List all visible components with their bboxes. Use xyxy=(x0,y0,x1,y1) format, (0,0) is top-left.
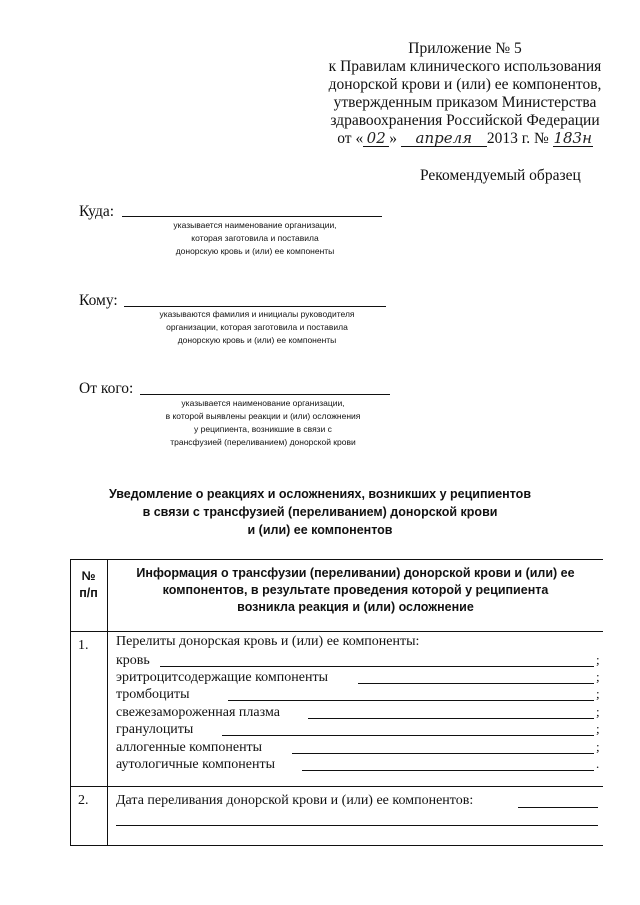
header-line: возникла реакция и (или) осложнение xyxy=(237,600,474,614)
hint-line: указывается наименование организации, xyxy=(173,220,337,230)
date-mid: » xyxy=(389,130,397,147)
to-hint xyxy=(120,219,390,258)
order-number: 183н xyxy=(553,129,592,147)
item-label-platelets: тромбоциты xyxy=(116,687,190,702)
title-line: в связи с трансфузией (переливанием) донорской крови xyxy=(142,505,498,519)
item-label-plasma: свежезамороженная плазма xyxy=(116,705,280,720)
item-label-autologous: аутологичные компоненты xyxy=(116,757,276,772)
hint-line: у реципиента, возникшие в связи с xyxy=(194,424,332,434)
from-label: От кого: xyxy=(79,380,134,397)
transfusion-date-input-line[interactable] xyxy=(518,807,598,808)
appendix-line: к Правилам клинического использования xyxy=(328,58,602,75)
hint-line: указываются фамилия и инициалы руководителя xyxy=(159,309,355,319)
plasma-input-line[interactable] xyxy=(308,718,594,719)
blood-input-line[interactable] xyxy=(160,666,594,667)
erythrocyte-input-line[interactable] xyxy=(358,683,594,684)
appendix-line: здравоохранения Российской Федерации xyxy=(330,112,600,129)
recommended-sample-label: Рекомендуемый образец xyxy=(420,167,581,184)
header-number-abbr: п/п xyxy=(79,586,98,600)
from-hint xyxy=(126,397,400,449)
item-label-allogeneic: аллогенные компоненты xyxy=(116,740,263,755)
item-end: ; xyxy=(596,686,600,701)
order-month: апреля xyxy=(401,131,487,147)
order-date-line xyxy=(300,130,630,148)
item-end: ; xyxy=(596,739,600,754)
header-number-sign: № xyxy=(81,569,96,583)
table-border-header xyxy=(70,631,603,632)
header-line: компонентов, в результате проведения которой у реципиента xyxy=(162,583,549,597)
date-prefix: от « xyxy=(337,130,364,147)
platelets-input-line[interactable] xyxy=(228,700,594,701)
appendix-line: утвержденным приказом Министерства xyxy=(333,94,597,111)
order-day: 02 xyxy=(363,131,389,147)
item-end: ; xyxy=(596,721,600,736)
hint-line: которая заготовила и поставила xyxy=(191,233,319,243)
hint-line: донорскую кровь и (или) ее компоненты xyxy=(177,335,337,345)
header-information xyxy=(108,565,603,616)
title-line: Уведомление о реакциях и осложнениях, возникших у реципиентов xyxy=(108,487,532,501)
whom-hint xyxy=(120,308,394,347)
appendix-line: Приложение № 5 xyxy=(408,40,522,57)
item-label-blood: кровь xyxy=(116,653,150,668)
item-label-granulocytes: гранулоциты xyxy=(116,722,194,737)
header-line: Информация о трансфузии (переливании) донорской крови и (или) ее xyxy=(136,566,575,580)
table-border-row xyxy=(70,786,603,787)
item-end: . xyxy=(596,756,600,771)
hint-line: указывается наименование организации, xyxy=(181,398,345,408)
autologous-input-line[interactable] xyxy=(302,770,594,771)
row2-label: Дата переливания донорской крови и (или) ее компонентов: xyxy=(116,793,474,808)
table-border-top xyxy=(70,559,603,560)
whom-label: Кому: xyxy=(79,292,118,309)
to-label: Куда: xyxy=(79,203,115,220)
from-input-line[interactable] xyxy=(140,394,390,395)
hint-line: трансфузией (переливанием) донорской крови xyxy=(170,437,356,447)
appendix-line: донорской крови и (или) ее компонентов, xyxy=(328,76,602,93)
item-end: ; xyxy=(596,704,600,719)
whom-input-line[interactable] xyxy=(124,306,386,307)
table-border-bottom xyxy=(70,845,603,846)
row1-intro: Перелиты донорская кровь и (или) ее компоненты: xyxy=(116,634,420,649)
granulocytes-input-line[interactable] xyxy=(222,735,594,736)
transfusion-date-input-line-2[interactable] xyxy=(116,825,598,826)
title-line: и (или) ее компонентов xyxy=(247,523,393,537)
appendix-header xyxy=(300,40,630,148)
item-label-erythrocyte: эритроцитсодержащие компоненты xyxy=(116,670,328,685)
hint-line: организации, которая заготовила и поставила xyxy=(166,322,348,332)
header-number xyxy=(70,568,107,602)
table-border-left xyxy=(70,559,71,846)
item-end: ; xyxy=(596,669,600,684)
transfusion-info-table xyxy=(70,559,603,846)
notification-title xyxy=(60,485,580,539)
row2-number: 2. xyxy=(78,793,89,808)
to-input-line[interactable] xyxy=(122,216,382,217)
hint-line: донорскую кровь и (или) ее компоненты xyxy=(175,246,335,256)
hint-line: в которой выявлены реакции и (или) осложнения xyxy=(165,411,361,421)
item-end: ; xyxy=(596,652,600,667)
order-year: 2013 г. № xyxy=(486,130,549,147)
row1-number: 1. xyxy=(78,638,89,653)
allogeneic-input-line[interactable] xyxy=(292,753,594,754)
